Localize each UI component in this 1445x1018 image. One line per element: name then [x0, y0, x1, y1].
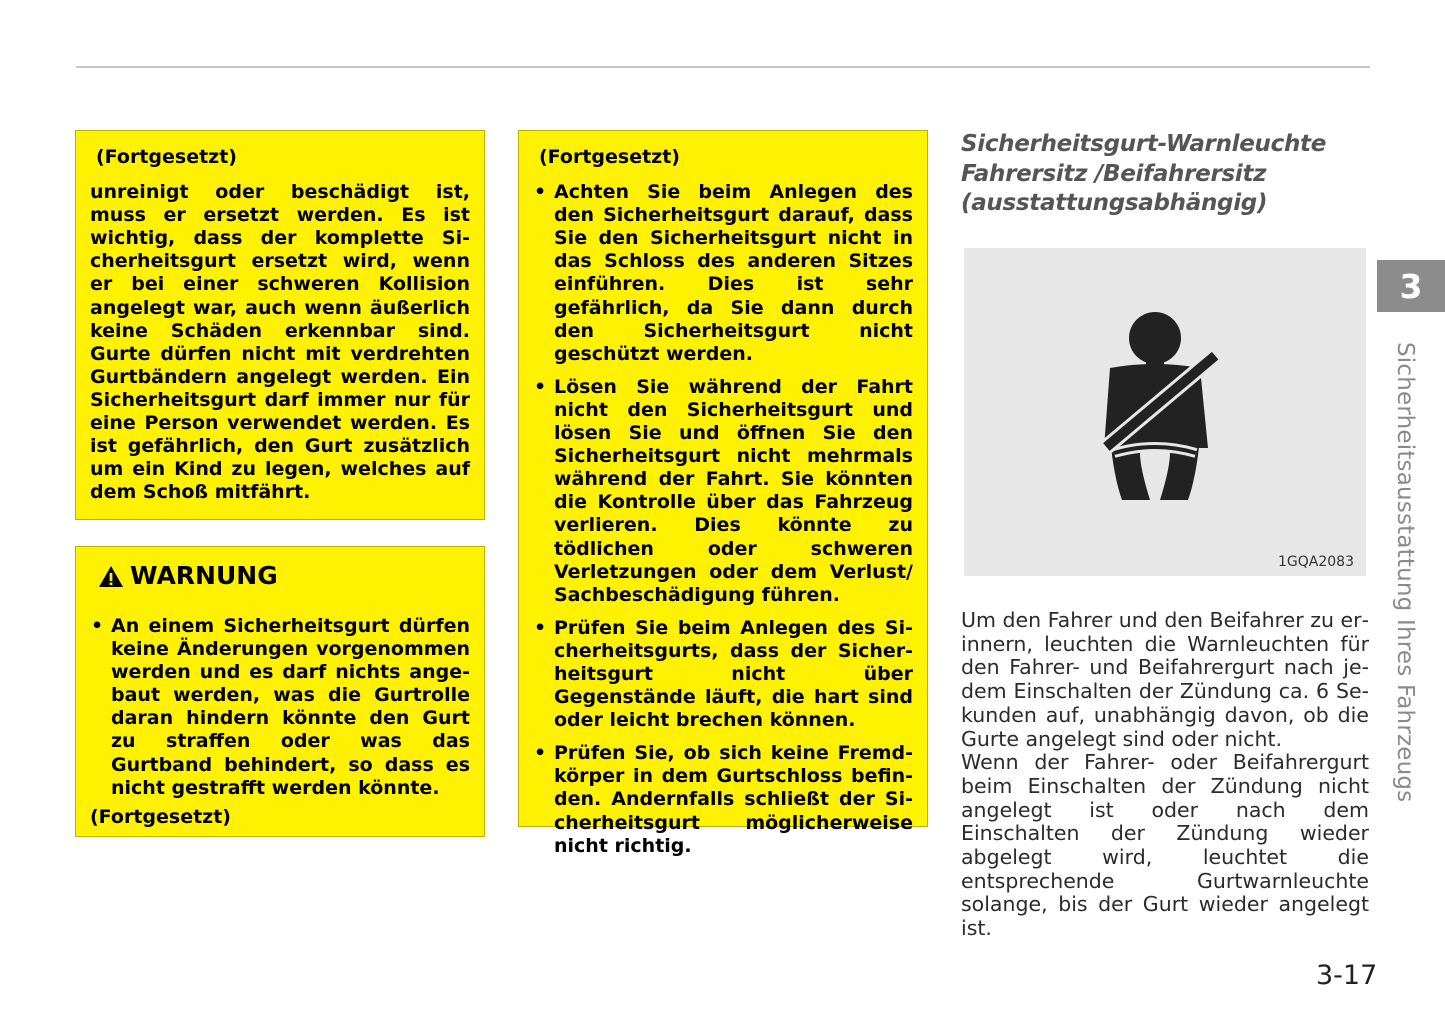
warning-heading — [90, 561, 470, 591]
section-title-line: Sicherheitsgurt-Warnleuchte — [961, 131, 1327, 157]
continued-warning-box-2 — [518, 130, 928, 857]
warning-box — [75, 546, 485, 837]
warning-triangle-icon — [98, 565, 124, 588]
continued-warning-box — [75, 130, 485, 520]
section-title-line: (ausstattungsabhängig) — [961, 190, 1268, 216]
chapter-tab: 3 — [1377, 260, 1445, 312]
seatbelt-warning-icon — [964, 248, 1366, 576]
paragraph: Um den Fahrer und den Beifahrer zu erinnern, leuchten die Warnleuchten für den Fahrer- und Beifahrergurt nach jedem Einschalten der Zündung ca. 6 Sekunden auf, unabhängig davon, ob die Gurte angelegt sind oder nicht. — [961, 608, 1369, 751]
list-item: • Achten Sie beim Anlegen des den Sicherheitsgurt darauf, dass Sie den Sicherheitsgurt nicht in das Schloss des anderen Sitzes einführen. Dies ist sehr gefährlich, da Sie dann durch den Sicherheitsgurt nicht geschützt werden. — [533, 181, 913, 366]
list-item: • An einem Sicherheitsgurt dürfen keine Änderungen vorgenommen werden und es darf nichts angebaut werden, was die Gurtrolle daran hindern könnte den Gurt zu straffen oder was das Gurtband behindert, so dass es nicht gestrafft werden könnte. — [90, 615, 470, 800]
continued-text: unreinigt oder beschädigt ist, muss er ersetzt werden. Es ist wichtig, dass der komplette Sicherheitsgurt ersetzt wird, wenn er bei einer schweren Kollision angelegt war, auch wenn äußerlich keine Schäden erkennbar sind. Gurte dürfen nicht mit verdrehten Gurtbändern angelegt werden. Ein Sicherheitsgurt darf immer nur für eine Person verwendet werden. Es ist gefährlich, den Gurt zusätzlich um ein Kind zu legen, welches auf dem Schoß mitfährt. — [90, 181, 470, 504]
figure-code: 1GQA2083 — [1278, 554, 1354, 570]
list-item: • Lösen Sie während der Fahrt nicht den Sicherheitsgurt und lösen Sie und öffnen Sie den Sicherheitsgurt nicht mehrmals während der Fahrt. Sie könnten die Kontrolle über das Fahrzeug verlieren. Dies könnte zu tödlichen oder schweren Verletzungen oder dem Verlust/ Sachbeschädigung führen. — [533, 376, 913, 607]
section-title — [961, 130, 1361, 219]
warning-list — [533, 181, 913, 858]
seatbelt-warning-figure — [964, 248, 1366, 576]
list-item: • Prüfen Sie beim Anlegen des Sicherheitsgurts, dass der Sicherheitsgurt nicht über Gegenstände läuft, die hart sind oder leicht brechen können. — [533, 617, 913, 732]
continued-footer: (Fortgesetzt) — [90, 805, 231, 828]
list-item: • Prüfen Sie, ob sich keine Fremdkörper in dem Gurtschloss befinden. Andernfalls schließt der Sicherheitsgurt möglicherweise nicht richtig. — [533, 742, 913, 857]
section-body — [961, 609, 1369, 941]
warning-label: WARNUNG — [130, 561, 278, 591]
continued-heading: (Fortgesetzt) — [539, 146, 680, 168]
top-rule — [76, 66, 1370, 68]
page-number: 3-17 — [1316, 960, 1378, 991]
section-title-line: Fahrersitz /Beifahrersitz — [961, 160, 1267, 187]
paragraph: Wenn der Fahrer- oder Beifahrergurt beim Einschalten der Zündung nicht angelegt ist oder nach dem Einschalten der Zündung wieder abgelegt wird, leuchtet die entsprechende Gurtwarnleuchte solange, bis der Gurt wieder angelegt ist. — [961, 750, 1369, 941]
continued-heading: (Fortgesetzt) — [96, 146, 237, 168]
warning-list — [90, 615, 470, 800]
chapter-title: Sicherheitsausstattung Ihres Fahrzeugs — [1392, 342, 1418, 803]
